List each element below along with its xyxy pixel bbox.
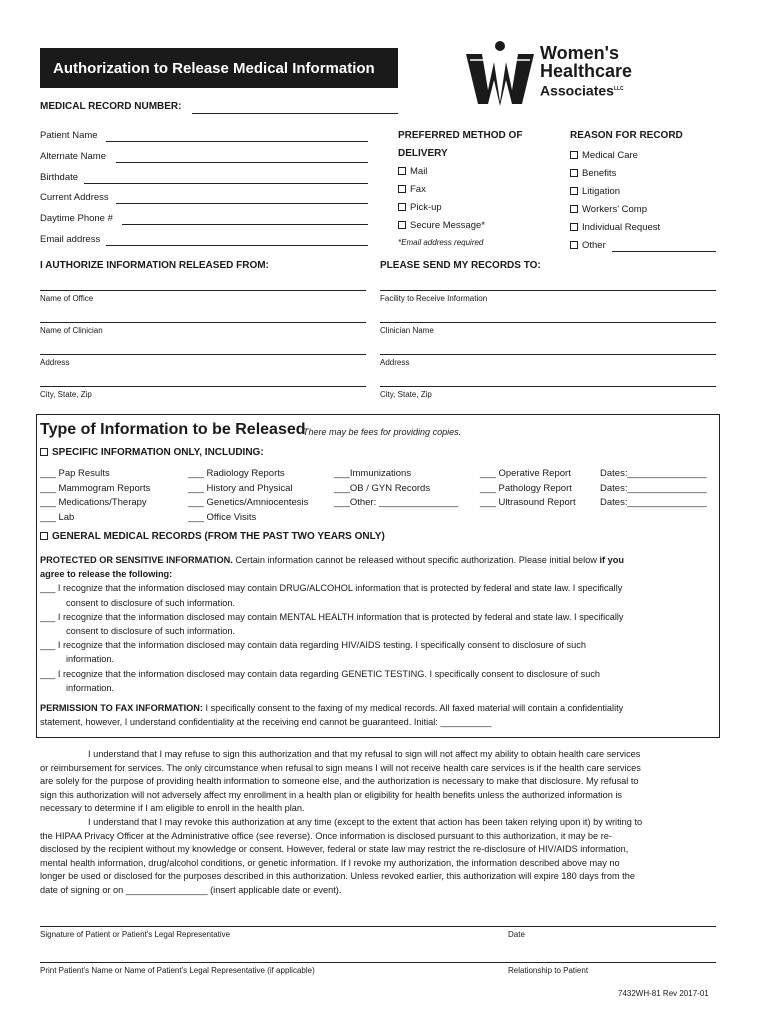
specific-col5: [600, 467, 707, 511]
form-title-text: Authorization to Release Medical Information: [53, 59, 375, 77]
relationship-label: Relationship to Patient: [508, 966, 589, 975]
legal-p1-line: sign this authorization will not adversely affect my enrollment in a health plan or eligibility for health benefits unless the authorized information is: [40, 789, 623, 800]
reason-heading: REASON FOR RECORD: [570, 130, 683, 141]
reason-other-field[interactable]: [612, 251, 716, 252]
ultrasound-option[interactable]: ___ Ultrasound Report: [480, 497, 576, 508]
checkbox-icon: [570, 223, 578, 231]
legal-p1-line: necessary to determine if I am eligible to enroll in the health plan.: [40, 803, 305, 814]
specific-col1: [40, 467, 150, 525]
legal-p2-line: I understand that I may revoke this authorization at any time (except to the extent that action has been taken relying upon it) by writing to: [88, 816, 643, 827]
from-city-label: City, State, Zip: [40, 390, 92, 399]
mrn-input-line[interactable]: [192, 113, 398, 114]
email-required-note: *Email address required: [398, 238, 484, 247]
alternate-name-field[interactable]: [116, 162, 368, 163]
email-field[interactable]: [106, 245, 368, 246]
radiology-option[interactable]: ___ Radiology Reports: [188, 468, 285, 479]
legal-p2-line: mental health information, drug/alcohol conditions, or genetic information. If I revoke my authorization, the information described above may no: [40, 857, 620, 868]
other-option[interactable]: ___Other: _______________: [334, 497, 459, 508]
legal-p2-line: longer be used or disclosed for the purposes described in this authorization. Unless revoked earlier, this authorization will expire 180 days from the: [40, 871, 635, 882]
legal-p1-line: are solely for the purpose of providing health information to someone else, and the authorization is necessary to make that disclosure. My refusal to: [40, 776, 639, 787]
genetic-testing-consent-cont: information.: [66, 682, 115, 693]
form-code: 7432WH-81 Rev 2017-01: [618, 989, 709, 998]
reason-litigation-label: Litigation: [582, 186, 621, 197]
mental-health-consent[interactable]: ___ I recognize that the information disclosed may contain MENTAL HEALTH information that is protected by federal and state law. I specifically: [40, 611, 624, 622]
reason-other-label: Other: [582, 240, 606, 251]
legal-p1-line: I understand that I may refuse to sign this authorization and that my refusal to sign will not affect my ability to obtain health care services: [88, 749, 641, 759]
reason-other-checkbox[interactable]: [570, 240, 606, 251]
delivery-pickup-label: Pick-up: [410, 202, 442, 213]
drug-alcohol-consent-cont: consent to disclosure of such information.: [66, 597, 236, 608]
form-title: [40, 48, 398, 88]
reason-medical-label: Medical Care: [582, 150, 638, 161]
mrn-label: MEDICAL RECORD NUMBER:: [40, 101, 182, 112]
reason-benefits-checkbox[interactable]: [570, 168, 616, 179]
type-info-subtitle: There may be fees for providing copies.: [303, 427, 462, 437]
immunizations-option[interactable]: ___Immunizations: [334, 468, 412, 479]
pathology-dates-field[interactable]: Dates:_______________: [600, 482, 707, 494]
ultrasound-dates-field[interactable]: Dates:_______________: [600, 497, 707, 508]
patient-name-label: Patient Name: [40, 130, 98, 141]
fax-text: I specifically consent to the faxing of my medical records. All faxed material will contain a confidentiality: [203, 703, 624, 713]
general-records-label: GENERAL MEDICAL RECORDS (FROM THE PAST TWO YEARS ONLY): [52, 531, 385, 542]
logo-line3: Associates: [540, 82, 614, 99]
date-label: Date: [508, 930, 525, 939]
from-address-label: Address: [40, 358, 70, 367]
history-physical-option[interactable]: ___ History and Physical: [188, 482, 293, 494]
hiv-aids-consent-cont: information.: [66, 654, 115, 665]
reason-individual-label: Individual Request: [582, 222, 661, 233]
delivery-fax-checkbox[interactable]: [398, 184, 426, 195]
delivery-heading: PREFERRED METHOD OF: [398, 130, 523, 141]
mental-health-consent-cont: consent to disclosure of such information.: [66, 626, 236, 637]
mammogram-option[interactable]: ___ Mammogram Reports: [40, 482, 151, 494]
delivery-fax-label: Fax: [410, 184, 426, 195]
specific-col2: [188, 467, 308, 525]
to-city-label: City, State, Zip: [380, 390, 432, 399]
type-info-title: Type of Information to be Released: [40, 421, 306, 438]
signature-label: Signature of Patient or Patient's Legal Representative: [40, 930, 231, 939]
reason-medical-checkbox[interactable]: [570, 150, 638, 161]
protected-if-you: if you: [599, 555, 624, 565]
send-clinician-field[interactable]: [380, 322, 716, 323]
print-name-label: Print Patient's Name or Name of Patient's Legal Representative (if applicable): [40, 966, 315, 975]
ob-gyn-option[interactable]: ___OB / GYN Records: [334, 482, 431, 494]
birthdate-label: Birthdate: [40, 172, 79, 183]
womens-healthcare-logo-icon: [464, 40, 536, 108]
facility-label: Facility to Receive Information: [380, 294, 488, 303]
clinician-name-field[interactable]: [40, 322, 366, 323]
legal-p2-line: disclosed by the recipient without my knowledge or consent. However, federal or state law may restrict the re-disclosure of HIV/AIDS information,: [40, 844, 629, 855]
legal-expiry-date-line[interactable]: date of signing or on ________________ (insert applicable date or event).: [40, 884, 342, 895]
checkbox-icon: [570, 151, 578, 159]
checkbox-icon: [398, 185, 406, 193]
delivery-mail-label: Mail: [410, 166, 428, 177]
delivery-pickup-checkbox[interactable]: [398, 202, 442, 213]
reason-litigation-checkbox[interactable]: [570, 186, 620, 197]
pap-results-option[interactable]: ___ Pap Results: [40, 468, 110, 479]
protected-text: Certain information cannot be released without specific authorization. Please initial below: [232, 555, 600, 565]
legal-p2-line: the HIPAA Privacy Officer at the Administrative office (see reverse). Once information is disclosed pursuant to this authorization, it may be re-: [40, 830, 612, 841]
operative-option[interactable]: ___ Operative Report: [480, 468, 571, 479]
print-name-line[interactable]: [40, 962, 716, 963]
specific-info-checkbox[interactable]: [40, 447, 264, 458]
delivery-secure-label: Secure Message*: [410, 220, 485, 231]
specific-col3: [334, 467, 458, 511]
logo-mark: LLC: [613, 86, 624, 92]
send-clinician-label: Clinician Name: [380, 326, 434, 335]
checkbox-icon: [398, 221, 406, 229]
checkbox-icon: [40, 448, 48, 456]
medications-option[interactable]: ___ Medications/Therapy: [40, 497, 147, 508]
checkbox-icon: [398, 167, 406, 175]
reason-individual-checkbox[interactable]: [570, 222, 660, 233]
protected-line2: agree to release the following:: [40, 569, 173, 580]
logo-line2: Healthcare: [540, 61, 633, 81]
alternate-name-label: Alternate Name: [40, 151, 107, 162]
fax-initial-line[interactable]: statement, however, I understand confidentiality at the receiving end cannot be guaranteed. Initial: __________: [40, 717, 492, 728]
specific-col4: [480, 467, 576, 511]
current-address-field[interactable]: [116, 203, 368, 204]
office-name-label: Name of Office: [40, 294, 94, 303]
reason-benefits-label: Benefits: [582, 168, 617, 179]
delivery-heading-2: DELIVERY: [398, 148, 448, 159]
daytime-phone-label: Daytime Phone #: [40, 213, 113, 224]
protected-heading: PROTECTED OR SENSITIVE INFORMATION.: [40, 555, 233, 565]
patient-name-field[interactable]: [106, 141, 368, 142]
specific-info-label: SPECIFIC INFORMATION ONLY, INCLUDING:: [52, 447, 264, 458]
logo-line1: Women's: [540, 43, 619, 63]
genetic-testing-consent[interactable]: ___ I recognize that the information disclosed may contain data regarding GENETIC TESTING. I specifically consent to disclosure of such: [40, 668, 601, 679]
hiv-aids-consent[interactable]: ___ I recognize that the information disclosed may contain data regarding HIV/AIDS testing. I specifically consent to disclosure of such: [40, 640, 586, 651]
lab-option[interactable]: ___ Lab: [40, 511, 75, 523]
fax-heading: PERMISSION TO FAX INFORMATION:: [40, 703, 203, 713]
pathology-option[interactable]: ___ Pathology Report: [480, 482, 572, 494]
general-records-checkbox[interactable]: [40, 531, 385, 542]
from-address-field[interactable]: [40, 354, 366, 355]
fax-permission-paragraph: [40, 701, 716, 729]
birthdate-field[interactable]: [84, 183, 368, 184]
clinician-name-label: Name of Clinician: [40, 326, 103, 335]
checkbox-icon: [398, 203, 406, 211]
legal-p1-line: or reimbursement for services. The only circumstance when refusal to sign means I will not receive health care services is if the health care services: [40, 762, 641, 773]
office-name-field[interactable]: [40, 290, 366, 291]
email-label: Email address: [40, 234, 101, 245]
reason-workers-comp-label: Workers' Comp: [582, 204, 647, 215]
current-address-label: Current Address: [40, 192, 109, 203]
protected-info-paragraph: [40, 553, 716, 695]
checkbox-icon: [40, 532, 48, 540]
reason-workers-comp-checkbox[interactable]: [570, 204, 647, 215]
drug-alcohol-consent[interactable]: ___ I recognize that the information disclosed may contain DRUG/ALCOHOL information that is protected by federal and state law. I specifically: [40, 583, 623, 594]
facility-field[interactable]: [380, 290, 716, 291]
to-address-label: Address: [380, 358, 410, 367]
delivery-secure-checkbox[interactable]: [398, 220, 485, 231]
operative-dates-field[interactable]: Dates:_______________: [600, 468, 707, 479]
release-from-heading: I AUTHORIZE INFORMATION RELEASED FROM:: [40, 260, 269, 271]
office-visits-option[interactable]: ___ Office Visits: [188, 511, 257, 523]
checkbox-icon: [570, 187, 578, 195]
checkbox-icon: [570, 241, 578, 249]
genetics-option[interactable]: ___ Genetics/Amniocentesis: [188, 497, 309, 508]
to-city-field[interactable]: [380, 386, 716, 387]
checkbox-icon: [570, 205, 578, 213]
to-address-field[interactable]: [380, 354, 716, 355]
from-city-field[interactable]: [40, 386, 366, 387]
legal-paragraph-1: [40, 748, 724, 898]
delivery-mail-checkbox[interactable]: [398, 166, 427, 177]
daytime-phone-field[interactable]: [122, 224, 368, 225]
send-to-heading: PLEASE SEND MY RECORDS TO:: [380, 260, 541, 271]
logo-text: [540, 44, 632, 100]
checkbox-icon: [570, 169, 578, 177]
signature-line[interactable]: [40, 926, 716, 927]
